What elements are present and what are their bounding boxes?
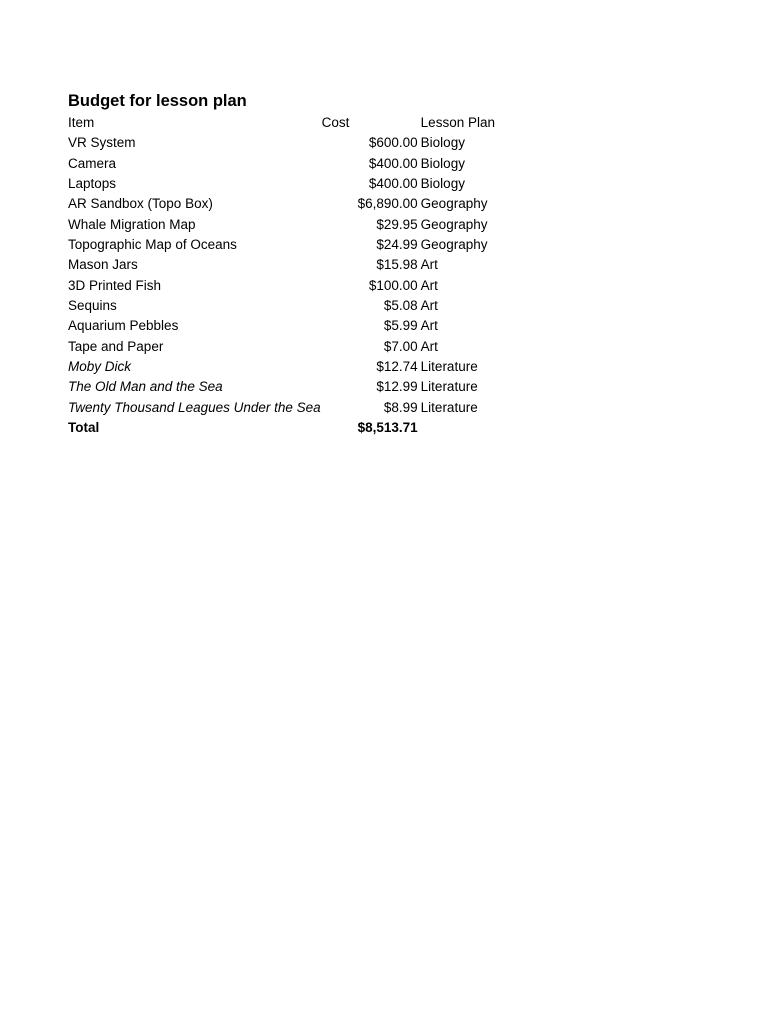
table-row [68, 194, 540, 214]
item-cell: AR Sandbox (Topo Box) [68, 196, 213, 212]
table-row [68, 215, 540, 235]
cost-cell: $8.99 [383, 399, 418, 415]
item-cell: Mason Jars [68, 257, 138, 273]
lesson-plan-cell: Biology [420, 135, 465, 151]
cost-cell: $400.00 [368, 155, 418, 171]
lesson-plan-cell: Art [420, 338, 438, 354]
lesson-plan-cell: Geography [420, 236, 488, 252]
item-cell: Moby Dick [68, 358, 132, 374]
item-column-header: Item [68, 115, 95, 130]
item-cell: 3D Printed Fish [68, 277, 162, 293]
total-row [68, 418, 540, 438]
table-row [68, 377, 540, 397]
lesson-plan-cell: Literature [420, 358, 478, 374]
total-empty-cell [420, 418, 540, 438]
table-row [68, 276, 540, 296]
item-cell: Sequins [68, 297, 117, 313]
cost-cell: $12.99 [376, 379, 418, 395]
cost-cell: $15.98 [376, 257, 418, 273]
total-cost: $8,513.71 [357, 419, 418, 435]
lesson-plan-cell: Geography [420, 196, 488, 212]
lesson-plan-cell: Literature [420, 399, 478, 415]
cost-cell: $6,890.00 [357, 196, 418, 212]
item-cell: The Old Man and the Sea [68, 379, 223, 395]
header-row [68, 113, 540, 133]
lesson-plan-cell: Geography [420, 216, 488, 232]
table-row [68, 154, 540, 174]
table-row [68, 296, 540, 316]
item-cell: Twenty Thousand Leagues Under the Sea [68, 399, 321, 415]
lesson-plan-cell: Literature [420, 379, 478, 395]
lesson-plan-cell: Art [420, 277, 438, 293]
item-cell: VR System [68, 135, 136, 151]
cost-cell: $400.00 [368, 175, 418, 191]
lesson-plan-cell: Biology [420, 175, 465, 191]
item-cell: Topographic Map of Oceans [68, 236, 237, 252]
sheet-title: Budget for lesson plan [68, 92, 247, 110]
budget-table [68, 113, 540, 438]
cost-cell: $5.08 [383, 297, 418, 313]
total-label: Total [68, 419, 100, 435]
lesson-plan-cell: Art [420, 318, 438, 334]
cost-cell: $24.99 [376, 236, 418, 252]
item-cell: Aquarium Pebbles [68, 318, 179, 334]
table-row [68, 357, 540, 377]
item-cell: Camera [68, 155, 117, 171]
table-row [68, 337, 540, 357]
cost-cell: $5.99 [383, 318, 418, 334]
table-row [68, 133, 540, 153]
cost-column-header: Cost [321, 115, 350, 130]
table-row [68, 174, 540, 194]
item-cell: Laptops [68, 175, 117, 191]
table-row [68, 316, 540, 336]
table-row [68, 255, 540, 275]
budget-sheet [68, 89, 540, 438]
cost-cell: $100.00 [368, 277, 418, 293]
item-cell: Whale Migration Map [68, 216, 196, 232]
item-cell: Tape and Paper [68, 338, 164, 354]
cost-cell: $12.74 [376, 358, 418, 374]
lesson-plan-cell: Art [420, 297, 438, 313]
table-row [68, 235, 540, 255]
cost-cell: $7.00 [383, 338, 418, 354]
lesson-plan-cell: Biology [420, 155, 465, 171]
lesson-plan-cell: Art [420, 257, 438, 273]
lesson-plan-column-header: Lesson Plan [420, 115, 495, 130]
cost-cell: $29.95 [376, 216, 418, 232]
cost-cell: $600.00 [368, 135, 418, 151]
table-row [68, 398, 540, 418]
